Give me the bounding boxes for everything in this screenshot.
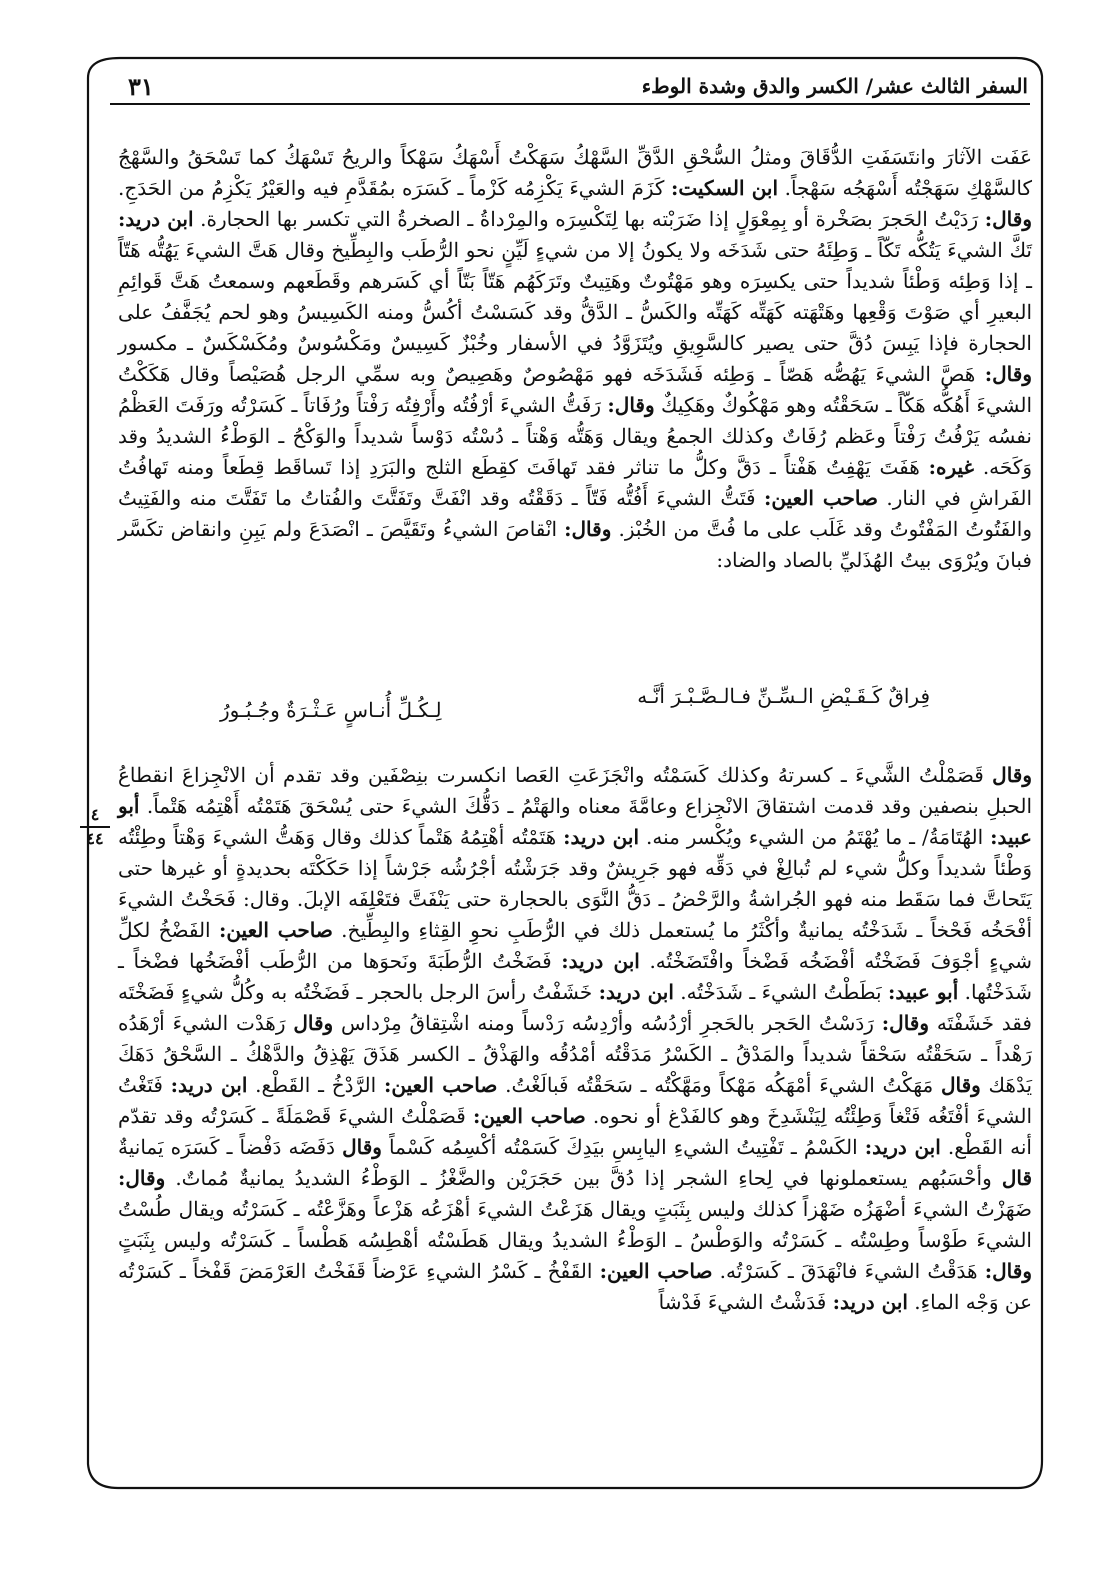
paragraph-1 [118, 142, 1032, 576]
source-citation: وقال: [984, 207, 1032, 231]
source-citation: وقال: [984, 362, 1032, 386]
text-run: انْقاصَ الشيءُ وتَقَيَّصَ ـ انْصَدَعَ ولم يَبِنِ وانقاض تكَسَّر فبانَ ويُرْوَى بيتُ الهُذَليِّ بالصاد والضاد: [118, 517, 1032, 572]
text-run: تَكَّ الشيءَ يَتُكُّه تَكّاً ـ وَطِئَهُ حتى شَدَخَه ولا يكونُ إلا من شيءٍ لَيِّنٍ نحو الرُّطَب والبِطِّيخ وقال هَتَّ الشيءَ يَهُتُّه هَتّاً ـ إذا وَطِئه وَطْئاً شديداً حتى يكسِرَه وهو مَهْتُوتٌ وهَتِيتٌ وتَرَكَهُم هَتّاً بَتّاً أي كَسَرهم وقَطَعهم وسمعتُ هَتَّ قَوائِمِ البعيرِ أي صَوْتَ وَقْعِها وهَتْهَته كَهَتِّه كَهَتِّه والكَسُّ ـ الدَّقُّ وقد كَسَسْتُ أكُسُّ ومنه الكَسِيسُ وهو لحم يُجَفَّفُ على الحجارة فإذا يَبِسَ دُقَّ حتى يصير كالسَّوِيقِ ويُتَزَوَّدُ في الأسفار وخُبْزٌ كَسِيسٌ ومَكْسُوسٌ ومُكَسْكَسٌ ـ مكسور [118, 238, 1032, 355]
text-block-2 [118, 760, 1032, 1318]
text-run: قَصَمْلْتُ الشيءَ قَصْمَلَةً ـ كَسَرْتُه وقد تقدّم أنه القَطْع. [118, 1104, 1032, 1159]
folio-mark-bottom: ٤٤ [86, 829, 104, 848]
text-block-1 [118, 142, 1032, 576]
source-citation: ابن دريد: [598, 980, 674, 1004]
text-run: عَفَت الآثارَ وانتَسَفَتِ الدُّقَاقَ ومثلُ السُّحْقِ الدَّقِّ السَّهْكُ سَهَكْتُ أَسْهَكُ سَهْكاً والريحُ تَسْهَكُ كما تَسْحَقُ والسَّهْجُ كالسَّهْكِ سَهَجْتُه أَسْهَجُه سَهْجاً. [118, 145, 1033, 200]
running-title: السفر الثالث عشر/ الكسر والدق وشدة الوطء [641, 74, 1028, 98]
source-citation: وقال [992, 763, 1032, 787]
source-citation: ابن دريد: [170, 1073, 248, 1097]
poetry-verse [200, 680, 930, 736]
source-citation: صاحب العين: [473, 1104, 586, 1128]
source-citation: أبو عبيد: [118, 794, 1032, 849]
text-run: فَضَخْتُ الرُّطَبَةَ ونَحوَها من الرُّطَب أفْضَخُها فضْخاً ـ شَدَخْتُها. [118, 949, 1032, 1004]
text-run: الكَسْمُ ـ تَفْتِيتُ الشيءِ اليابِسِ بيَدِكَ كَسَمْتُه أكْسِمُه كَسْماً [381, 1135, 865, 1159]
source-citation: ابن دريد: [832, 1290, 908, 1314]
text-run: فَتَغْتُ الشيءَ أفْتَغُه فَتْغاً وَطِئْتُه لِيَنْشَدِخَ وهو كالفَدْغ أو نحوه. [118, 1073, 1033, 1128]
text-run: الهُتَامَةُ/ ـ ما يُهْتَمُ من الشيء ويُكْسر منه. [639, 825, 991, 849]
text-run: مَهَكْتُ الشيءَ أمْهَكُه مَهْكاً ومَهَّكْتُه ـ سَحَقْتُه فَبالَغْتُ. [497, 1073, 941, 1097]
source-citation: وقال [940, 1073, 981, 1097]
source-citation: وقال [293, 1011, 334, 1035]
source-citation: ابن دريد: [563, 825, 640, 849]
text-run: هَفَتَ يَهْفِتُ هَفْتاً ـ دَقَّ وكلُّ ما تناثر فقد تَهافَتَ كقِطَع الثلج والبَرَدِ إذا تَساقَط قِطَعاً ومنه تَهافُتُ الفَراشِ في النار. [118, 455, 1033, 510]
source-citation: صاحب العين: [599, 1259, 713, 1283]
source-citation: وقال: [564, 517, 612, 541]
source-citation: ابن السكيت: [670, 176, 779, 200]
source-citation: وقال: [984, 1259, 1032, 1283]
text-run: القَفْخُ ـ كَسْرُ الشيءِ عَرْضاً قَفَخْتُ العَرْمَضَ قَفْخاً ـ كَسَرْتُه عن وَجْه الماءِ. [118, 1259, 1032, 1314]
folio-mark-top: ٤ [90, 805, 100, 824]
text-run: الرَّدْخُ ـ القَطْع. [247, 1073, 384, 1097]
source-citation: ابن دريد: [864, 1135, 941, 1159]
text-run: فَتَتُّ الشيءَ أَفُتُّه فَتّاً ـ دَقَقْتُه وقد انْفَتَّ وتَفَتَّتَ والفُتاتُ ما تَفَتَّتَ منه والفَتِيتُ والفَتُوتُ المَفْتُوتُ وقد غَلَب على ما فُتَّ من الخُبْز. [118, 486, 1032, 541]
verse-second-hemistich: لِـكُـلِّ أُنـاسٍ عَـثْـرَةٌ وجُـبُـورُ [220, 698, 442, 722]
source-citation: ابن دريد: [561, 949, 640, 973]
text-run: هَتَمْتُه أهْتِمُهُ هَتْماً كذلك وقال وَهَتُّ الشيءَ وَهْتاً وطِئْتُه وَطْئاً شديداً وكلُّ شيء لم تُبالِغْ في دَقِّه فهو جَرِيشٌ وقد جَرَشْتُه أجْرُشُه جَرْشاً إذا حَكَكْتَه بحديدةٍ أو غيرها حتى يَتَحاتَّ فما سَقَط منه فهو الجُراشةُ والرَّحْضُ ـ دَقُّ النَّوَى بالحجارة حتى يَنْفَتَّ فتَعْلِفَه الإبلَ. وقال: فَحَخْتُ الشيءَ أفْحَخُه فَحْخاً ـ شَدَخْتُه يمانيةٌ وأكْثَرُ ما يُستعمل ذلك في الرُّطَبِ نحوِ القِثاءِ والبِطِّيخ. [118, 825, 1033, 942]
running-header [118, 70, 1028, 104]
folio-mark-divider [80, 826, 110, 828]
text-run: وأحْسَبُهم يستعملونها في لِحاءِ الشجر إذا دُقَّ بين حَجَرَيْن والضَّغْزُ ـ الوَطْءُ الشديدُ يمانيةٌ مُماتٌ. [165, 1166, 1002, 1190]
text-run: هَدَقْتُ الشيءَ فانْهَدَقَ ـ كَسَرْتُه. [712, 1259, 985, 1283]
text-run: كَزَمَ الشيءَ يَكْزِمُه كَزْماً ـ كَسَرَه بمُقَدَّمِ فيه والعَيْرُ يَكْزِمُ من الحَدَجِ. [118, 176, 671, 200]
text-run: ضَهَزْتُ الشيءَ أضْهَزُه ضَهْزاً كذلك وليس بِثَبَتٍ ويقال هَزَعْتُ الشيءَ أهْزَعُه هَزْعاً وهَزَّعْتُه ـ كَسَرْتُه ويقال طُسْتُ الشيءَ طَوْساً وطِسْتُه ـ كَسَرْتُه والوَطْسُ ـ الوَطْءُ الشديدُ ويقال هَطَسْتُه أهْطِسُه هَطْساً ـ كَسَرْتُه وليس بِثَبَتٍ [118, 1197, 1032, 1252]
verse-first-hemistich: فِراقٌ كَـقَـيْضِ الـسِّـنِّ فـالـصَّـبْـرَ أنَّـه [637, 684, 930, 708]
source-citation: قال [1001, 1166, 1032, 1190]
text-run: بَطَطْتُ الشيءَ ـ شَدَخْتُه. [673, 980, 888, 1004]
manuscript-folio-mark [76, 806, 114, 848]
source-citation: صاحب العين: [383, 1073, 498, 1097]
text-run: رَهَدْت الشيءَ أرْهَدُه رَهْداً ـ سَحَقْتُه سَحْقاً شديداً والمَدْقُ ـ الكَسْرُ مَدَقْتُه أمْدُقُه والهَذْقُ ـ الكسر هَذَقَ يَهْذِقُ والدَّهْكُ ـ السَّحْقُ دَهَكَ يَدْهَك [118, 1011, 1033, 1097]
source-citation: وقال: [881, 1011, 930, 1035]
source-citation: صاحب العين: [218, 918, 333, 942]
source-citation: وقال: [607, 393, 655, 417]
text-run: رَفَتُّ الشيءَ أرْفُتُه وأَرْفِتُه رَفْتاً ورُفَاتاً ـ كَسَرْتُه ورَفَتَ العَظْمُ نفسُه يَرْفُتُ رَفْتاً وعَظم رُفَاتٌ وكذلك الجمعُ ويقال وَهَتُّه وَهْتاً ـ دُسْتُه دَوْساً شديداً والوَكْحُ ـ الوَطْءُ الشديدُ وقد وَكَحَه. [118, 393, 1032, 479]
text-run: هَصَّ الشيءَ يَهُصُّه هَصّاً ـ وَطِئه فَشَدَخَه فهو مَهْصُوصٌ وهَصِيصٌ وبه سمِّي الرجل هُصَيْصاً وقال هَكَكْتُ الشيءَ أَهُكُّه هَكّاً ـ سَحَقْتُه وهو مَهْكُوكٌ وهَكِيكٌ [118, 362, 1032, 417]
text-run: دَفَضَه دَفْضاً ـ كَسَرَه يَمانيةٌ [118, 1135, 343, 1159]
source-citation: وقال: [118, 1166, 166, 1190]
text-run: رَدَسْتُ الحَجر بالحَجرِ أرْدُسُه وأرْدِسُه رَدْساً ومنه اشْتِقاقُ مِرْداس [333, 1011, 882, 1035]
text-run: رَدَيْتُ الحَجرَ بصَخْرة أو بِمِعْوَلٍ إذا ضَرَبْته بها لِتَكْسِرَه والمِرْداةُ ـ الصخرةُ التي تكسر بها الحجارة. [193, 207, 985, 231]
text-run: قَصَمْلْتُ الشَّيءَ ـ كسرتهُ وكذلك كَسَمْتُه وانْجَزَعَتِ العَصا انكسرت بنِصْفَين وقد تقدم أن الانْجِزاعَ انقطاعُ الحبلِ بنصفين وقد قدمت اشتقاقَ الانْجِزاع وعامَّةَ معناه والهَتْمُ ـ دَقُّكَ الشيءَ حتى يُسْحَقَ هَتَمْتُه أَهْتِمُه هَتْماً. [118, 763, 1032, 818]
source-citation: وقال [342, 1135, 382, 1159]
source-citation: أبو عبيد: [887, 980, 959, 1004]
source-citation: غيره: [928, 455, 974, 479]
text-run: خَشَفْتُ رأسَ الرجل بالحجر ـ فَضَخْتُه به وكُلُّ شيءٍ فَضَخْتَه فقد خَشَفْتَه [118, 980, 1032, 1035]
source-citation: ابن دريد: [118, 207, 194, 231]
text-run: فَدَشْتُ الشيءَ فَدْشاً [658, 1290, 833, 1314]
source-citation: صاحب العين: [763, 486, 878, 510]
paragraph-2 [118, 760, 1032, 1318]
page-number: ٣١ [128, 72, 154, 101]
text-run: الفَضْخُ لكلِّ شيءٍ أجْوَفَ فَضَخْتُه أفْضَخُه فَضْخاً وافْتَضَخْتُه. [118, 918, 1032, 973]
